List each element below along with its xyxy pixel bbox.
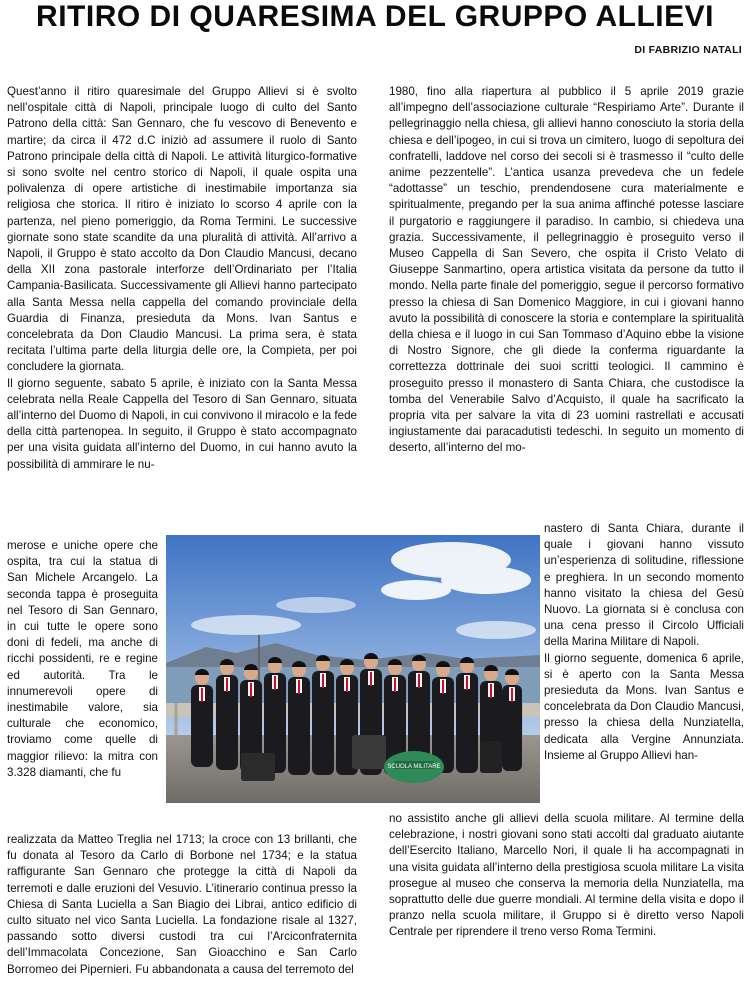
left-column-bottom: [7, 832, 357, 978]
group-photo: [166, 535, 540, 803]
group-photo-illustration: [166, 535, 540, 803]
left-column-top: [7, 84, 357, 473]
right-column-bottom: [389, 811, 744, 941]
paragraph-intro: Quest’anno il ritiro quaresimale del Gruppo Allievi si è svolto nell’ospitale città di Napoli, principale luogo di culto del Santo Patrono della città: San Gennaro, che fu vescovo di Benevento e martire; da circa il 472 d.C iniziò ad assumere il ruolo di Santo Patrono principale della città di Napoli. Le attività liturgico-formative si sono svolte nel centro storico di Napoli, il quale ospita una polivalenza di opere artistiche di inestimabile importanza sia religiosa che storica. Il ritiro è iniziato lo scorso 4 aprile con la partenza, nel pieno pomeriggio, da Roma Termini. Le successive giornate sono state scandite da una pluralità di attività. All’arrivo a Napoli, il Gruppo è stato accolto da Don Claudio Mancusi, decano della XII zona pastorale interforze dell’Ordinariato per l’Italia Campania-Basilicata. Successivamente gli Allievi hanno partecipato alla Santa Messa nella cappella del comando provinciale della Guardia di Finanza, presieduta da Mons. Ivan Santus e concelebrata da Don Claudio Mancusi. La prima sera, è stata recitata l’ultima parte della liturgia delle ore, la Compieta, per poi concludere la giornata.: [7, 85, 357, 374]
paragraph-day-three: Il giorno seguente, domenica 6 aprile, si è aperto con la Santa Messa presieduta da Mons. Ivan Santus e concelebrata da Don Claudio Mancusi, presso la chiesa della Nunziatella, dedicata alla Vergine Annunziata. Insieme al Gruppo Allievi han-: [544, 651, 744, 762]
right-column-top: [389, 84, 744, 457]
paragraph-nunziatella: no assistito anche gli allievi della scuola militare. Al termine della celebrazione, i nostri giovani sono stati accolti dal graduato aiutante dell’Esercito Italiano, Marcello Nori, il quale li ha accompagnati in una visita guidata all’interno della prestigiosa scuola militare La visita prosegue al museo che conserva la memoria della Nunziatella, ma soprattutto delle due guerre mondiali. Al termine della visita e dopo il pranzo nella scuola militare, il Gruppo si è diretto verso Napoli Centrale per riprendere il treno verso Roma Termini.: [389, 812, 744, 939]
article-title: RITIRO DI QUARESIMA DEL GRUPPO ALLIEVI: [36, 0, 714, 33]
bag-lettering: SCUOLA MILITARE: [387, 764, 441, 770]
paragraph-day-two: Il giorno seguente, sabato 5 aprile, è iniziato con la Santa Messa celebrata nella Reale Cappella del Tesoro di San Gennaro, situata all’interno del Duomo di Napoli, in cui convivono il miracolo e la fede della città partenopea. In seguito, il Gruppo è stato accompagnato per una visita guidata all’interno del Duomo, in cui hanno avuto la possibilità di ammirare le nu-: [7, 376, 357, 471]
paragraph-treasury: merose e uniche opere che ospita, tra cui la statua di San Michele Arcangelo. La seconda tappa è proseguita nel Tesoro di San Gennaro, in cui tutte le opere sono doni di fedeli, ma anche di ricchi possidenti, re e regine ed autorità. Tra le innumerevoli opere di inestimabile valore, sia culturale che economico, troviamo come quelle di maggior rilievo: la mitra con 3.328 diamanti, che fu: [7, 539, 158, 779]
paragraph-santa-chiara: nastero di Santa Chiara, durante il quale i giovani hanno vissuto un’esperienza di solitudine, riflessione e preghiera. In un secondo momento hanno visitato la chiesa del Gesù Nuovo. La giornata si è conclusa con una cena presso il Circolo Ufficiali della Marina Militare di Napoli.: [544, 522, 744, 649]
paragraph-santa-luciella: 1980, fino alla riapertura al pubblico il 5 aprile 2019 grazie all’impegno dell’associazione culturale “Respiriamo Arte”. Durante il pellegrinaggio nella chiesa, gli allievi hanno conosciuto la storia della chiesa e dell’ipogeo, in cui si trova un cimitero, luogo di sepoltura dei confratelli, laddove nel corso dei secoli si è trasmesso il “culto delle anime pezzentelle”. L’antica usanza prevedeva che un fedele “adottasse” un teschio, prendendosene cura materialmente e spiritualmente, pregando per la sua anima affinché potesse lasciare il purgatorio e raggiungere il paradiso. In cambio, si chiedeva una grazia. Successivamente, il pellegrinaggio è proseguito verso il Museo Cappella di San Severo, che ospita il Cristo Velato di Giuseppe Sanmartino, opera artistica visitata da persone da tutto il mondo. Nella parte finale del pomeriggio, segue il percorso formativo presso la chiesa di San Domenico Maggiore, in cui i giovani hanno avuto la possibilità di conoscere la storia e contemplare la spiritualità della chiesa e il luogo in cui San Tommaso d’Aquino ebbe la visione di Nostro Signore, che gli diede la conferma riguardante la correttezza dottrinale dei suoi scritti teologici. Il cammino è proseguito presso il monastero di Santa Chiara, che custodisce la tomba del Venerabile Salvo d’Acquisto, il quale ha sacrificato la propria vita per salvare la vita di 23 uomini rastrellati e accusati ingiustamente dai paracadutisti tedeschi. In seguito un momento di deserto, all’interno del mo-: [389, 85, 744, 455]
paragraph-itinerary: realizzata da Matteo Treglia nel 1713; la croce con 13 brillanti, che fu donata al Tesoro da Carlo di Borbone nel 1734; e la statua raffigurante San Gennaro che protegge la città di Napoli da terremoti e dalle eruzioni del Vesuvio. L’itinerario continua presso la Chiesa di Santa Luciella a San Biagio dei Librai, antico edificio di culto situato nel vico Santa Luciella. La fondazione risale al 1327, passando sotto diversi custodi tra cui l’Arciconfraternita dell’Immacolata Concezione, San Gioacchino e San Carlo Borromeo dei Pipernieri. Fu abbandonata a causa del terremoto del: [7, 833, 357, 976]
left-column-wrap: [7, 538, 158, 781]
right-column-wrap: [544, 521, 744, 764]
article-byline: DI FABRIZIO NATALI: [634, 44, 742, 56]
